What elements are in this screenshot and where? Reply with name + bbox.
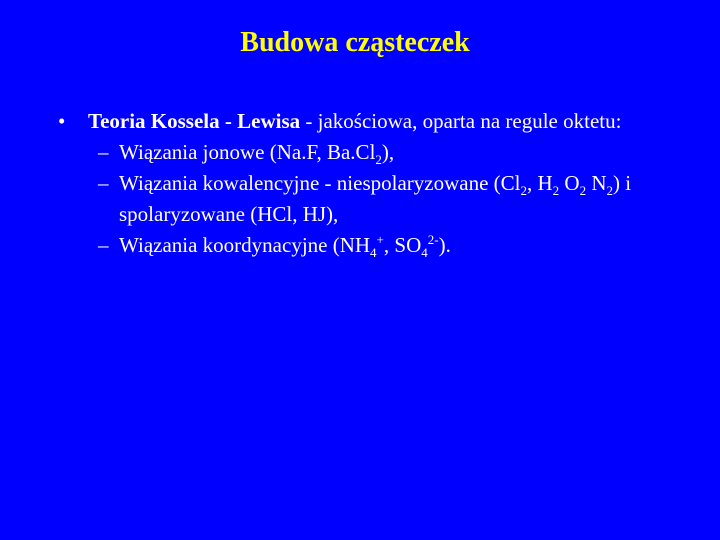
subscript: 2 [552,183,560,198]
bullet-item [58,106,698,137]
superscript: 2- [427,232,439,247]
bullet-marker: • [58,109,66,133]
superscript: + [376,232,384,247]
sub-item-text: Wiązania koordynacyjne (NH [119,233,371,257]
sub-item-text: ). [438,233,451,257]
sub-item-text: ), [381,140,395,164]
slide-content [58,106,698,261]
sub-item-text: N [586,171,607,195]
sub-item-text: O [559,171,580,195]
dash-marker: – [98,171,109,195]
subscript: 2 [606,183,613,198]
subscript: 2 [520,183,527,198]
dash-marker: – [98,233,109,257]
sub-item-text: , H [526,171,553,195]
bullet-text: - jakościowa, oparta na regule oktetu: [300,109,622,133]
subscript: 4 [421,245,428,260]
sub-item-coordinate [58,230,698,261]
sub-item-covalent [58,168,698,230]
dash-marker: – [98,140,109,164]
bullet-emphasis: Teoria Kossela - Lewisa [88,109,301,133]
subscript: 2 [375,152,382,167]
sub-item-text: Wiązania jonowe (Na.F, Ba.Cl [119,140,376,164]
sub-item-ionic [58,137,698,168]
subscript: 2 [579,183,587,198]
sub-item-text: ) i spolaryzowane (HCl, HJ), [119,171,632,226]
subscript: 4 [370,245,377,260]
sub-item-text: , SO [383,233,422,257]
slide-title: Budowa cząsteczek [240,27,470,58]
sub-item-text: Wiązania kowalencyjne - niespolaryzowane (Cl [119,171,521,195]
